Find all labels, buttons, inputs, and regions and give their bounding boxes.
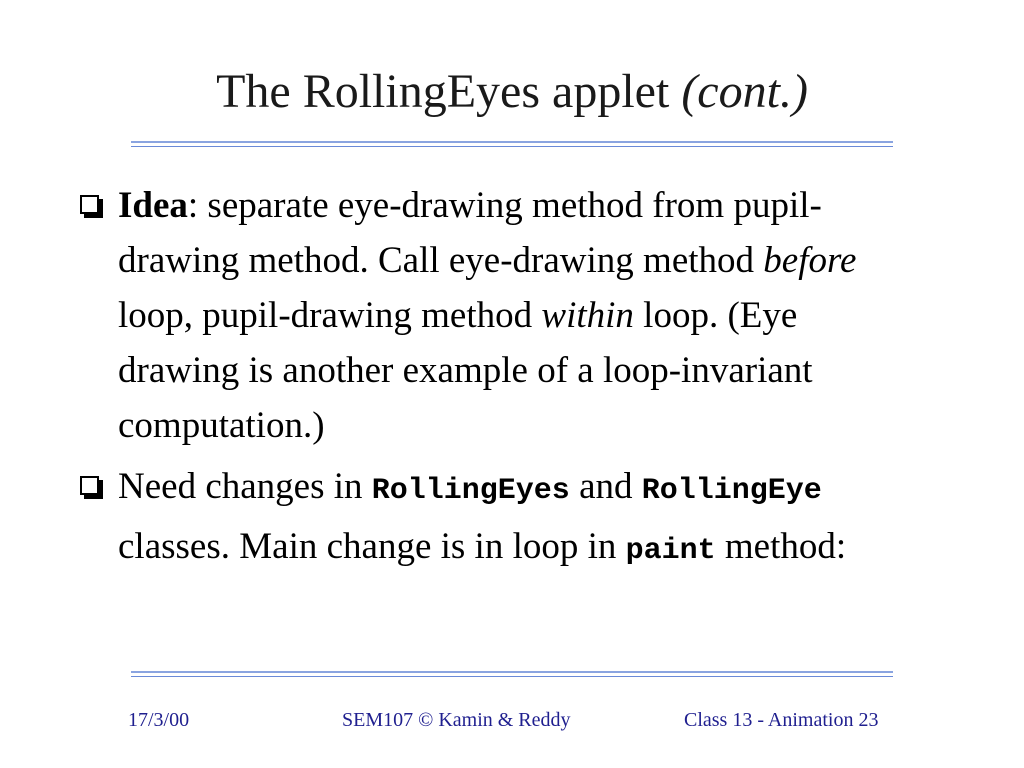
bullet-list (80, 178, 920, 585)
checkbox-bullet-icon (80, 476, 99, 495)
slide-title (0, 60, 1024, 124)
title-main: The RollingEyes applet (216, 65, 682, 118)
code-rollingeye: RollingEye (641, 474, 822, 508)
checkbox-bullet-icon (80, 195, 99, 214)
idea-label: Idea (118, 185, 188, 226)
code-rollingeyes: RollingEyes (371, 474, 570, 508)
emphasis-within: within (541, 295, 634, 336)
bullet-text: Need changes in (118, 466, 372, 507)
footer-date: 17/3/00 (128, 709, 190, 731)
top-rule-upper (131, 141, 893, 143)
bottom-rule-lower (131, 676, 893, 677)
code-paint: paint (625, 534, 716, 568)
footer-center: SEM107 © Kamin & Reddy (342, 709, 571, 731)
top-rule-lower (131, 146, 893, 147)
bottom-rule-upper (131, 671, 893, 673)
bullet-text: : separate eye-drawing method from pupil-drawing method. Call eye-drawing method (118, 185, 822, 281)
bullet-text: and (569, 466, 642, 507)
footer-slide-number: Class 13 - Animation 23 (684, 709, 879, 731)
bullet-item-idea (80, 178, 920, 453)
bullet-text: loop. (Eye drawing is another example of a loop-invariant computation.) (118, 295, 813, 446)
bullet-text: classes. Main change is in loop in (118, 526, 626, 567)
bullet-text: loop, pupil-drawing method (118, 295, 542, 336)
emphasis-before: before (763, 240, 857, 281)
bullet-text: method: (715, 526, 847, 567)
title-italic: (cont.) (681, 65, 808, 118)
bullet-item-changes (80, 459, 920, 579)
